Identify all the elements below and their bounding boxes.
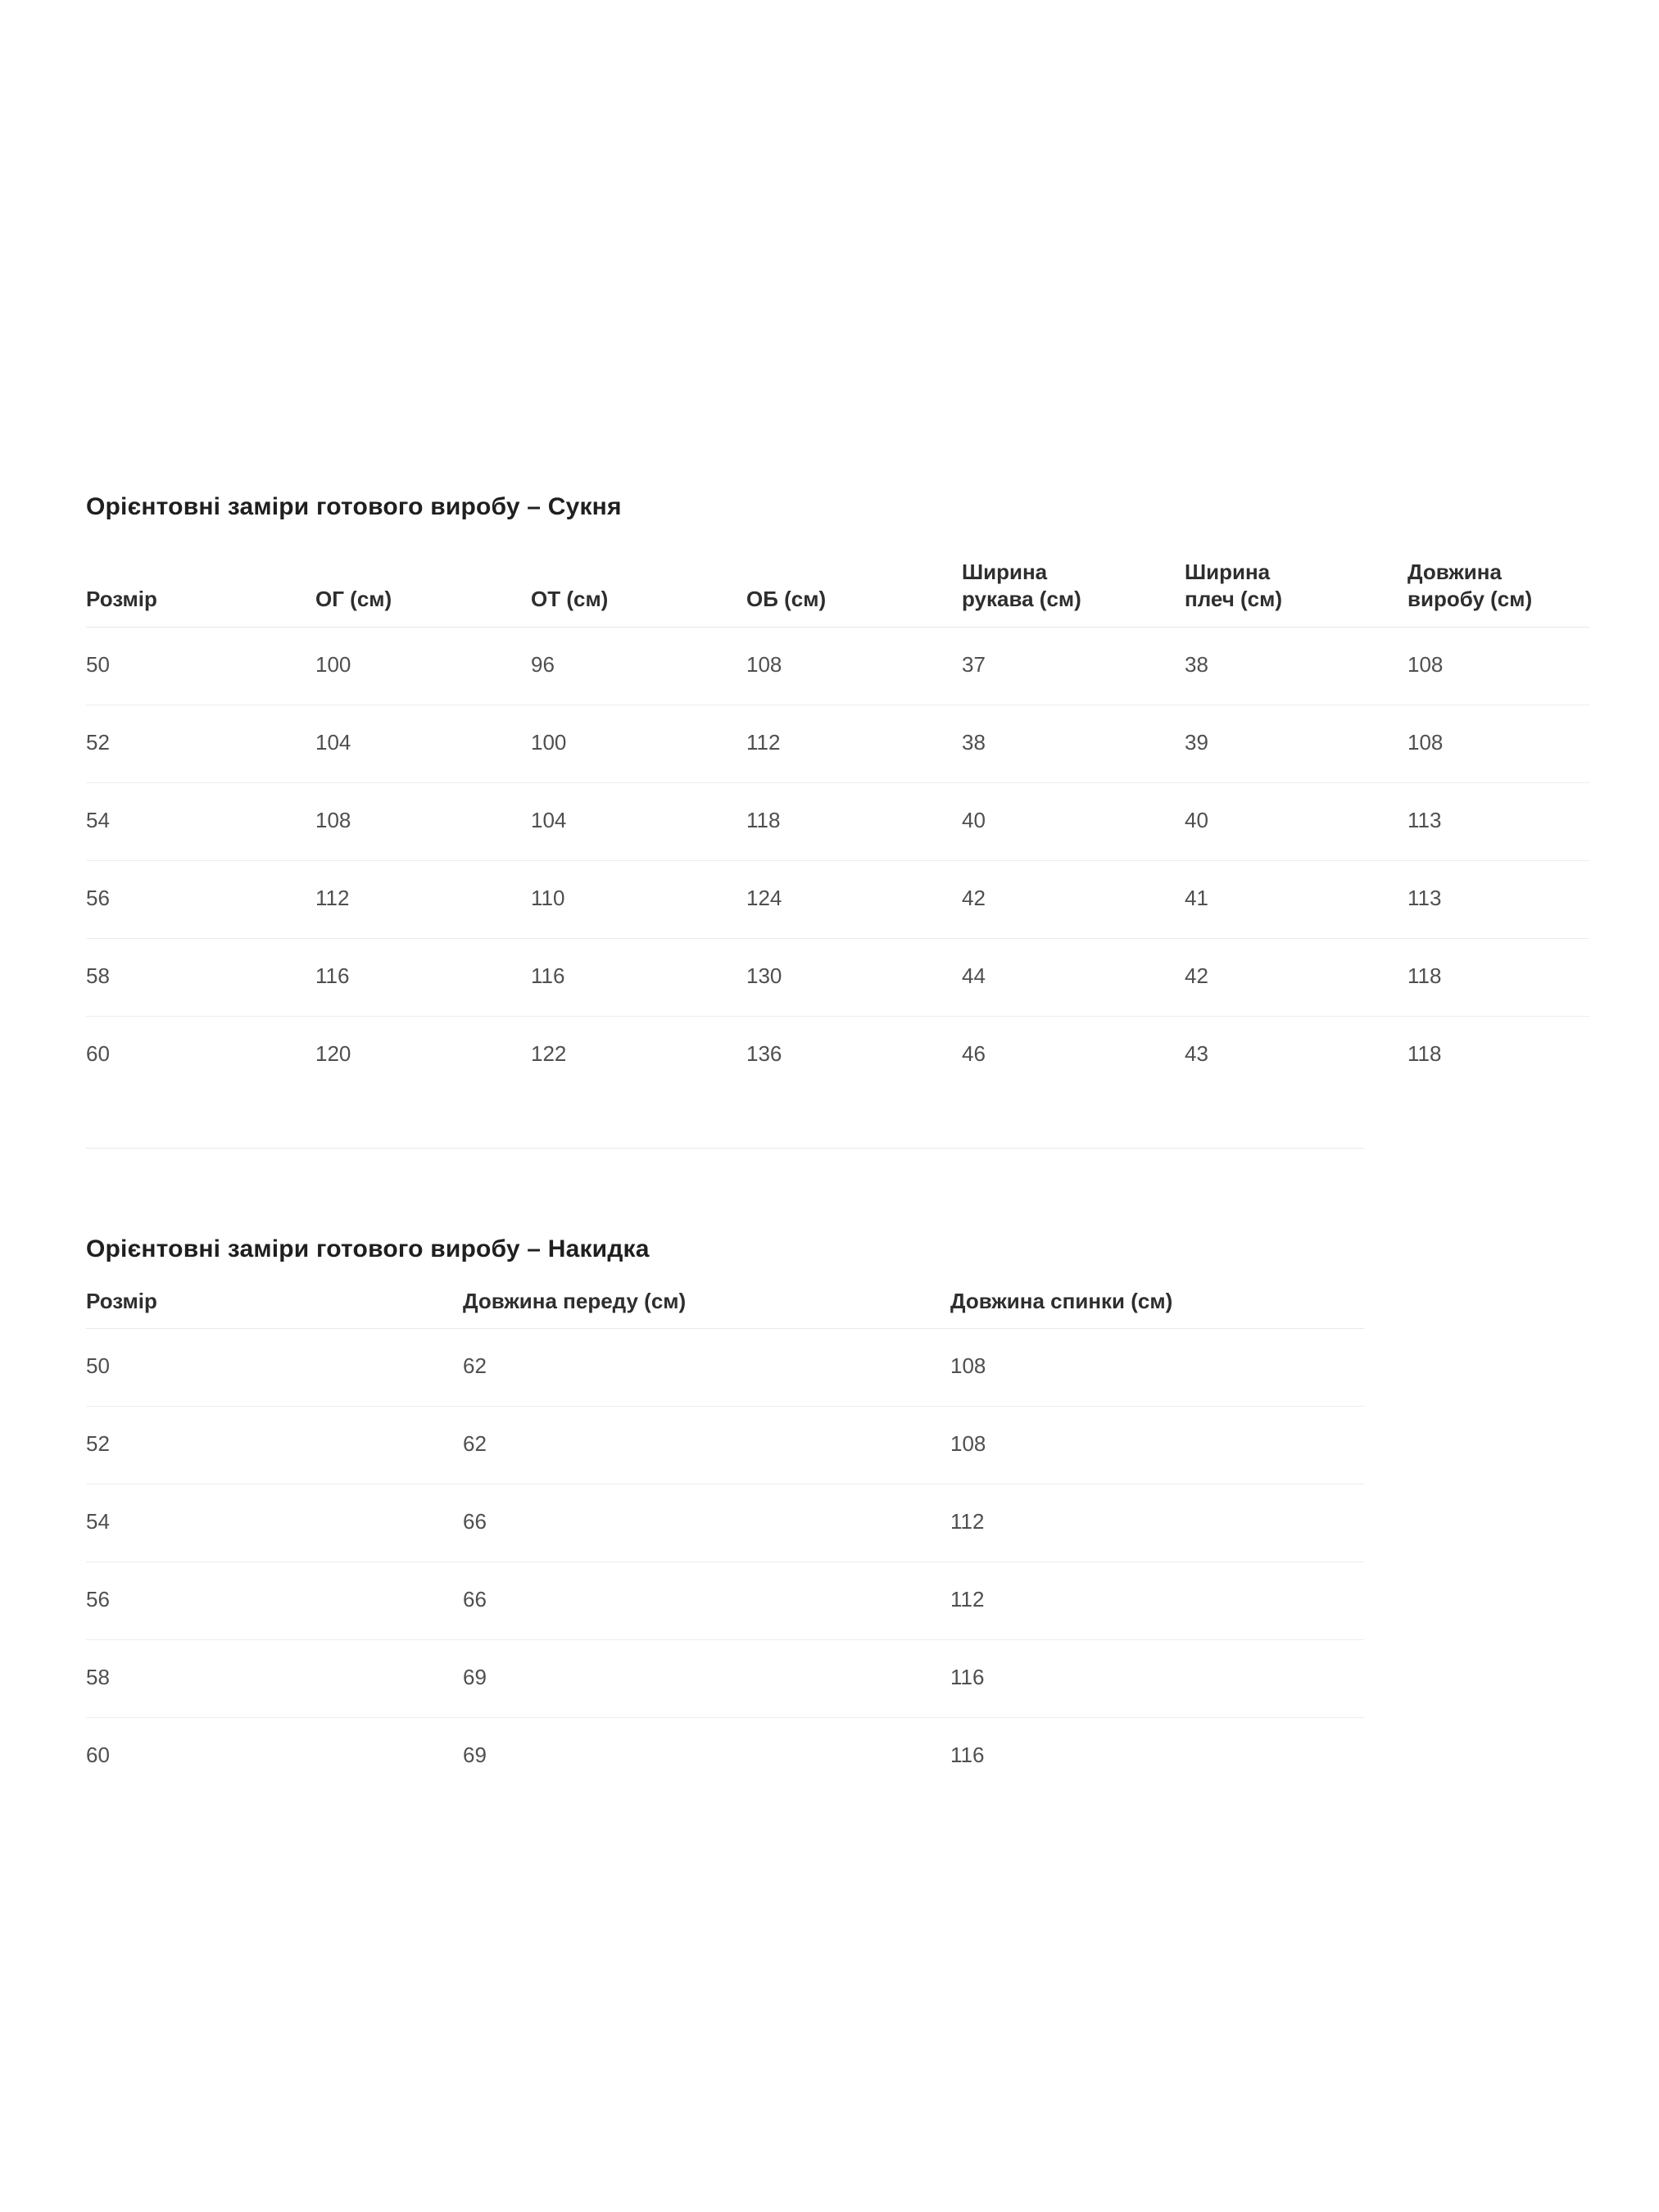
column-header-size xyxy=(86,1288,463,1329)
column-header-label: Довжина переду (см) xyxy=(463,1288,687,1313)
value-cell: 69 xyxy=(463,1640,950,1718)
table-row xyxy=(86,1329,1364,1407)
column-header-garment-length xyxy=(1407,559,1589,628)
column-header-bust xyxy=(315,559,531,628)
column-header-back-length xyxy=(950,1288,1364,1329)
value-cell: 42 xyxy=(1185,939,1407,1017)
table-row xyxy=(86,1017,1589,1095)
value-cell: 40 xyxy=(962,783,1185,861)
column-header-label: Довжина спинки (см) xyxy=(950,1288,1173,1313)
table-row xyxy=(86,1484,1364,1562)
value-cell: 118 xyxy=(1407,1041,1442,1067)
value-cell: 108 xyxy=(1407,628,1589,705)
cape-size-table xyxy=(86,1288,1364,1796)
value-cell: 130 xyxy=(746,939,962,1017)
value-cell: 116 xyxy=(950,1640,1364,1718)
value-cell: 104 xyxy=(531,783,746,861)
value-cell: 100 xyxy=(315,628,531,705)
value-cell: 39 xyxy=(1185,705,1407,783)
size-cell: 60 xyxy=(86,1743,110,1768)
value-cell: 122 xyxy=(531,1041,567,1067)
size-cell: 58 xyxy=(86,939,315,1017)
size-cell: 56 xyxy=(86,861,315,939)
value-cell: 112 xyxy=(950,1562,1364,1640)
value-cell: 108 xyxy=(746,628,962,705)
value-cell: 108 xyxy=(950,1407,1364,1484)
value-cell: 41 xyxy=(1185,861,1407,939)
column-header-size xyxy=(86,559,315,628)
value-cell: 113 xyxy=(1407,783,1589,861)
column-header-front-length xyxy=(463,1288,950,1329)
value-cell: 124 xyxy=(746,861,962,939)
value-cell: 108 xyxy=(1407,705,1589,783)
value-cell: 118 xyxy=(746,783,962,861)
value-cell: 113 xyxy=(1407,861,1589,939)
value-cell: 69 xyxy=(463,1743,487,1768)
value-cell: 110 xyxy=(531,861,746,939)
size-cell: 54 xyxy=(86,783,315,861)
table-row xyxy=(86,705,1589,783)
table-row xyxy=(86,783,1589,861)
column-header-sleeve-width xyxy=(962,559,1185,628)
value-cell: 62 xyxy=(463,1329,950,1407)
table-row xyxy=(86,939,1589,1017)
column-header-label: ОБ (см) xyxy=(746,587,827,612)
size-cell: 52 xyxy=(86,1407,463,1484)
size-cell: 58 xyxy=(86,1640,463,1718)
value-cell: 116 xyxy=(531,939,746,1017)
value-cell: 42 xyxy=(962,861,1185,939)
value-cell: 120 xyxy=(315,1041,351,1067)
column-header-shoulder-width xyxy=(1185,559,1407,628)
size-cell: 50 xyxy=(86,628,315,705)
value-cell: 104 xyxy=(315,705,531,783)
value-cell: 66 xyxy=(463,1562,950,1640)
value-cell: 37 xyxy=(962,628,1185,705)
size-cell: 50 xyxy=(86,1329,463,1407)
table-row xyxy=(86,1718,1364,1796)
value-cell: 112 xyxy=(950,1484,1364,1562)
column-header-waist xyxy=(531,559,746,628)
column-header-label: ОТ (см) xyxy=(531,587,609,612)
size-cell: 54 xyxy=(86,1484,463,1562)
value-cell: 118 xyxy=(1407,939,1589,1017)
cape-header-row xyxy=(86,1288,1364,1329)
value-cell: 112 xyxy=(746,705,962,783)
table-row xyxy=(86,1562,1364,1640)
value-cell: 116 xyxy=(315,939,531,1017)
section-divider xyxy=(86,1148,1364,1149)
column-header-label: Розмір xyxy=(86,1288,157,1313)
value-cell: 46 xyxy=(962,1041,986,1067)
value-cell: 38 xyxy=(962,705,1185,783)
table-row xyxy=(86,1407,1364,1484)
value-cell: 44 xyxy=(962,939,1185,1017)
dress-size-table xyxy=(86,559,1589,1095)
column-header-label: Ширина плеч (см) xyxy=(1185,559,1283,612)
value-cell: 43 xyxy=(1185,1041,1208,1067)
column-header-label: Розмір xyxy=(86,587,157,612)
column-header-label: Ширина рукава (см) xyxy=(962,559,1081,612)
column-header-label: ОГ (см) xyxy=(315,587,392,612)
value-cell: 62 xyxy=(463,1407,950,1484)
column-header-label: Довжина виробу (см) xyxy=(1407,559,1533,612)
column-header-hips xyxy=(746,559,962,628)
value-cell: 96 xyxy=(531,628,746,705)
value-cell: 38 xyxy=(1185,628,1407,705)
table-row xyxy=(86,861,1589,939)
dress-header-row xyxy=(86,559,1589,628)
size-cell: 52 xyxy=(86,705,315,783)
value-cell: 116 xyxy=(950,1743,985,1768)
value-cell: 66 xyxy=(463,1484,950,1562)
table-row xyxy=(86,1640,1364,1718)
value-cell: 108 xyxy=(950,1329,1364,1407)
value-cell: 136 xyxy=(746,1041,782,1067)
value-cell: 112 xyxy=(315,861,531,939)
value-cell: 40 xyxy=(1185,783,1407,861)
size-cell: 56 xyxy=(86,1562,463,1640)
value-cell: 108 xyxy=(315,783,531,861)
size-cell: 60 xyxy=(86,1041,110,1067)
value-cell: 100 xyxy=(531,705,746,783)
cape-section-title: Орієнтовні заміри готового виробу – Накидка xyxy=(86,1235,650,1263)
table-row xyxy=(86,628,1589,705)
dress-section-title: Орієнтовні заміри готового виробу – Сукня xyxy=(86,493,622,520)
